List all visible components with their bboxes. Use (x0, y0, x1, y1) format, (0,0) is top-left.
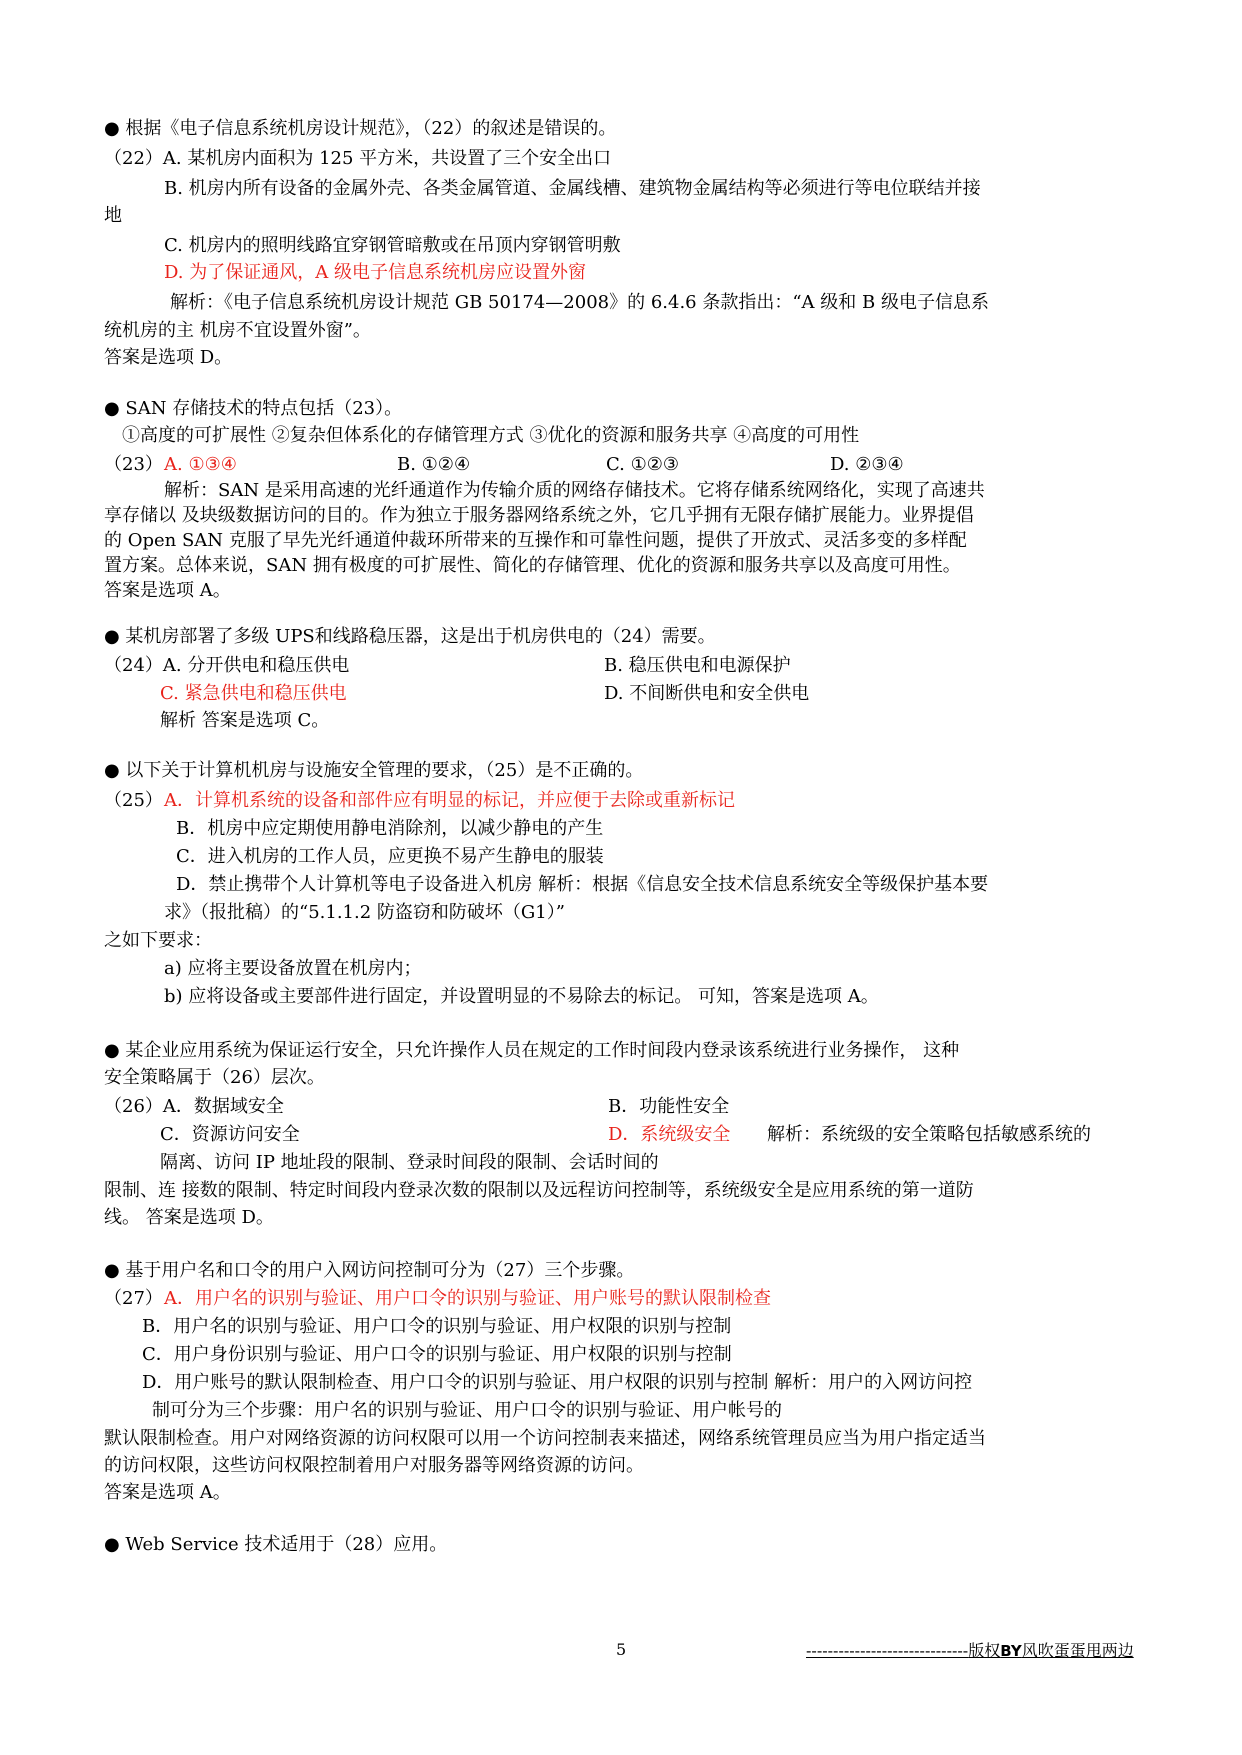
text-line: （26）A．数据域安全 (104, 1096, 284, 1117)
text-line: D．禁止携带个人计算机等电子设备进入机房 解析：根据《信息安全技术信息系统安全等级保护基本要 (176, 874, 989, 895)
footer-dashes: ------------------------------ (806, 1641, 969, 1660)
text-line: D. ②③④ (830, 454, 904, 475)
text-line: 解析 答案是选项 C。 (160, 710, 330, 731)
text-line: B．功能性安全 (608, 1096, 730, 1117)
text-line: 解析：SAN 是采用高速的光纤通道作为传输介质的网络存储技术。它将存储系统网络化，实现了高速共 (164, 480, 985, 501)
answer-highlight-line: A．用户名的识别与验证、用户口令的识别与验证、用户账号的默认限制检查 (164, 1288, 771, 1309)
text-line: 解析：《电子信息系统机房设计规范 GB 50174—2008》的 6.4.6 条款指出：“A 级和 B 级电子信息系 (170, 292, 989, 313)
text-line: B. ①②④ (397, 454, 471, 475)
footer-prefix: 版权 (968, 1641, 1001, 1660)
text-line: 安全策略属于（26）层次。 (104, 1067, 325, 1088)
text-line: B. 机房内所有设备的金属外壳、各类金属管道、金属线槽、建筑物金属结构等必须进行等电位联结并接 (164, 178, 981, 199)
answer-highlight-line: C. 紧急供电和稳压供电 (160, 683, 347, 704)
text-line: 隔离、访问 IP 地址段的限制、登录时间段的限制、会话时间的 (160, 1152, 659, 1173)
text-line: 默认限制检查。用户对网络资源的访问权限可以用一个访问控制表来描述，网络系统管理员应当为用户指定适当 (104, 1428, 986, 1449)
text-line: ● 某机房部署了多级 UPS和线路稳压器，这是出于机房供电的（24）需要。 (104, 626, 716, 647)
text-line: 地 (104, 205, 122, 226)
text-line: 的 Open SAN 克服了早先光纤通道仲裁环所带来的互操作和可靠性问题，提供了开放式、灵活多变的多样配 (104, 530, 967, 551)
text-line: B. 稳压供电和电源保护 (604, 655, 791, 676)
text-line: 解析：系统级的安全策略包括敏感系统的 (767, 1124, 1091, 1145)
text-line: 享存储以 及块级数据访问的目的。作为独立于服务器网络系统之外，它几乎拥有无限存储扩展能力。业界提倡 (104, 505, 974, 526)
text-line: 统机房的主 机房不宜设置外窗”。 (104, 320, 371, 341)
text-line: 求》（报批稿）的“5.1.1.2 防盗窃和防破坏（G1）” (164, 902, 565, 923)
text-line: 答案是选项 A。 (104, 1482, 231, 1503)
text-line: 之如下要求： (104, 930, 212, 951)
footer-by: BY (1000, 1642, 1022, 1660)
footer-suffix: 风吹蛋蛋甩两边 (1021, 1641, 1134, 1660)
text-line: （25） (104, 790, 163, 811)
text-line: C．进入机房的工作人员，应更换不易产生静电的服装 (176, 846, 604, 867)
text-line: （27） (104, 1288, 163, 1309)
copyright-footer (806, 1638, 1134, 1661)
text-line: D．用户账号的默认限制检查、用户口令的识别与验证、用户权限的识别与控制 解析：用户的入网访问控 (142, 1372, 973, 1393)
answer-highlight-line: D. 为了保证通风，A 级电子信息系统机房应设置外窗 (164, 262, 586, 283)
text-line: ● SAN 存储技术的特点包括（23）。 (104, 398, 403, 419)
text-line: C．用户身份识别与验证、用户口令的识别与验证、用户权限的识别与控制 (142, 1344, 732, 1365)
text-line: 限制、连 接数的限制、特定时间段内登录次数的限制以及远程访问控制等，系统级安全是应用系统的第一道防 (104, 1180, 974, 1201)
text-line: C. ①②③ (606, 454, 679, 475)
text-line: （22）A. 某机房内面积为 125 平方米，共设置了三个安全出口 (104, 148, 612, 169)
text-line: 制可分为三个步骤：用户名的识别与验证、用户口令的识别与验证、用户帐号的 (152, 1400, 782, 1421)
text-line: 答案是选项 D。 (104, 347, 233, 368)
text-line: 的访问权限，这些访问权限控制着用户对服务器等网络资源的访问。 (104, 1455, 644, 1476)
text-line: D. 不间断供电和安全供电 (604, 683, 810, 704)
answer-highlight-line: A．计算机系统的设备和部件应有明显的标记，并应便于去除或重新标记 (164, 790, 735, 811)
text-line: C．资源访问安全 (160, 1124, 300, 1145)
answer-highlight-line: A. ①③④ (164, 454, 237, 475)
text-line: ● 某企业应用系统为保证运行安全，只允许操作人员在规定的工作时间段内登录该系统进行业务操作， 这种 (104, 1040, 960, 1061)
text-line: B．机房中应定期使用静电消除剂，以减少静电的产生 (176, 818, 604, 839)
text-line: ①高度的可扩展性 ②复杂但体系化的存储管理方式 ③优化的资源和服务共享 ④高度的可用性 (122, 425, 860, 446)
text-line: 线。 答案是选项 D。 (104, 1207, 274, 1228)
page-number: 5 (616, 1640, 627, 1659)
text-line: ● 基于用户名和口令的用户入网访问控制可分为（27）三个步骤。 (104, 1260, 635, 1281)
text-line: ● 以下关于计算机机房与设施安全管理的要求，（25）是不正确的。 (104, 760, 644, 781)
text-line: ● 根据《电子信息系统机房设计规范》，（22）的叙述是错误的。 (104, 118, 617, 139)
text-line: B．用户名的识别与验证、用户口令的识别与验证、用户权限的识别与控制 (142, 1316, 732, 1337)
text-line: a) 应将主要设备放置在机房内； (164, 958, 422, 979)
text-line: ● Web Service 技术适用于（28）应用。 (104, 1534, 448, 1555)
text-line: 置方案。总体来说，SAN 拥有极度的可扩展性、简化的存储管理、优化的资源和服务共享以及高度可用性。 (104, 555, 961, 576)
text-line: （23） (104, 454, 163, 475)
text-line: 答案是选项 A。 (104, 580, 231, 601)
answer-highlight-line: D．系统级安全 (608, 1124, 731, 1145)
text-line: C. 机房内的照明线路宜穿钢管暗敷或在吊顶内穿钢管明敷 (164, 235, 621, 256)
text-line: b) 应将设备或主要部件进行固定，并设置明显的不易除去的标记。 可知，答案是选项 A。 (164, 986, 879, 1007)
text-line: （24）A. 分开供电和稳压供电 (104, 655, 350, 676)
